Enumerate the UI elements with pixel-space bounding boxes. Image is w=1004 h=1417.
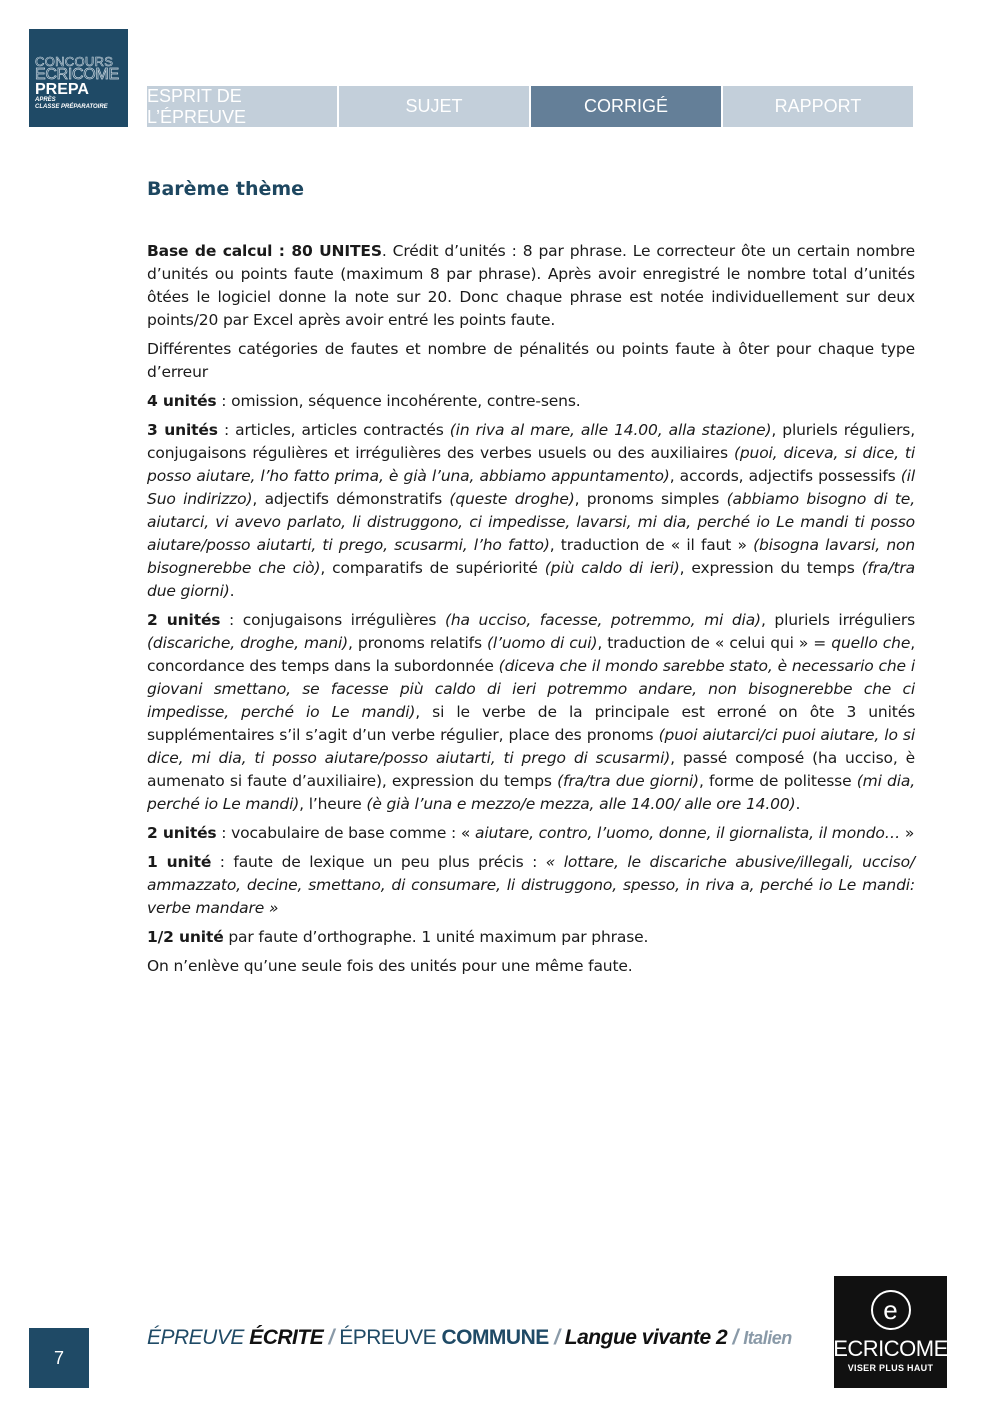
italian-example: (puoi aiutarci/ci puoi aiutare, lo si dice, mi dia, ti posso aiutare/posso aiutarti, ti prego di scusarmi) [147,726,915,767]
footer-ecrite: ÉCRITE [249,1326,324,1349]
italian-example: aiutare, contro, l’uomo, donne, il giornalista, il mondo… [475,824,901,842]
unit-label: 2 unités [147,611,221,629]
italian-example: (in riva al mare, alle 14.00, alla stazione) [449,421,772,439]
paragraph-text: , passé composé (ha ucciso, è aumenato si faute d’auxiliaire), expression du temps [147,749,915,790]
footer-langue: Langue vivante 2 [564,1326,728,1349]
paragraph-text: , pluriels réguliers, conjugaisons régulières et irrégulières des verbes usuels ou des auxiliaires [147,421,916,462]
bareme-paragraph [147,822,915,845]
logo-line-prepa: PREPA [35,81,89,98]
italian-example: (puoi, diceva, si dice, ti posso aiutare, l’ho fatto prima, è già l’una, abbiamo appuntamento) [147,444,916,485]
logo-line-apres: APRÈS [35,97,56,103]
main-content [147,178,915,984]
italian-example: (è già l’una e mezzo/e mezza, alle 14.00/ alle ore 14.00) [366,795,796,813]
footer-italien: Italien [743,1328,792,1348]
paragraph-text: : faute de lexique un peu plus précis : [211,853,546,871]
logo-line-ecricome: ECRICOME [35,66,119,83]
italian-example: (fra/tra due giorni) [557,772,699,790]
ecricome-brand-logo [834,1276,947,1388]
unit-label: 1 unité [147,853,212,871]
unit-label: 4 unités [147,392,217,410]
paragraph-text: Différentes catégories de fautes et nombre de pénalités ou points faute à ôter pour chaque type d’erreur [147,340,915,381]
brand-name: ECRICOME [833,1336,948,1361]
unit-label: 1/2 unité [147,928,224,946]
italian-example: (ha ucciso, facesse, potremmo, mi dia) [444,611,761,629]
ecricome-e-icon: e [871,1290,911,1330]
page-title: Barème thème [147,178,305,200]
bareme-paragraph [147,240,915,332]
italian-example: (abbiamo bisogno di te, aiutarci, vi avevo parlato, li distruggono, ci impedisse, lavarsi, mi dia, perché io Le mandi ti posso aiutare/posso aiutarti, ti prego, scusarmi, l’ho fatto) [147,490,915,554]
italian-example: (diceva che il mondo sarebbe stato, è necessario che i giovani smettano, se facesse più caldo di ieri potremmo andare, non bisognerebbe che ci impedisse, perché io Le mandi) [147,657,915,721]
footer-epreuve-commune [339,1326,549,1349]
paragraph-text: , pronoms relatifs [348,634,488,652]
footer-commune: COMMUNE [441,1326,549,1349]
bareme-paragraph [147,419,915,603]
footer-breadcrumb [147,1326,792,1350]
tab-corrige[interactable]: CORRIGÉ [531,86,721,127]
italian-example: (più caldo di ieri) [544,559,680,577]
bareme-paragraph [147,338,915,384]
paragraph-text: , expression du temps [679,559,862,577]
logo-line-classe: CLASSE PRÉPARATOIRE [35,104,108,110]
logo-line-concours: CONCOURS [35,54,114,69]
bareme-paragraphs [147,240,915,978]
paragraph-text: , pluriels irréguliers [760,611,916,629]
bareme-paragraph [147,851,915,920]
concours-ecricome-prepa-logo [29,29,128,127]
paragraph-text: , comparatifs de supériorité [320,559,545,577]
paragraph-text: : vocabulaire de base comme : « [216,824,475,842]
paragraph-text: : conjugaisons irrégulières [220,611,445,629]
italian-example: « lottare, le discariche abusive/illegali, ucciso/ ammazzato, decine, smettano, di consumare, li distruggono, spesso, in riva a, perché io Le mandi: verbe mandare » [147,853,916,917]
brand-tagline: VISER PLUS HAUT [847,1363,934,1373]
paragraph-text: , traduction de « celui qui » = [597,634,832,652]
paragraph-text: . [229,582,235,600]
unit-label: Base de calcul : 80 UNITES [147,242,382,260]
bareme-paragraph [147,390,915,413]
italian-example: (mi dia, perché io Le mandi) [147,772,916,813]
paragraph-text: » [900,824,915,842]
paragraph-text: par faute d’orthographe. 1 unité maximum par phrase. [223,928,649,946]
tab-sujet[interactable]: SUJET [339,86,529,127]
paragraph-text: , adjectifs démonstratifs [252,490,450,508]
italian-example: (il Suo indirizzo) [147,467,915,508]
paragraph-text: , forme de politesse [698,772,857,790]
italian-example: (l’uomo di cui) [487,634,598,652]
unit-label: 3 unités [147,421,218,439]
paragraph-text: , accords, adjectifs possessifs [669,467,901,485]
footer-epreuve: ÉPREUVE [147,1326,250,1349]
page-number: 7 [29,1328,89,1388]
italian-example: (bisogna lavarsi, non bisognerebbe che ciò) [147,536,915,577]
paragraph-text: , si le verbe de la principale est erroné on ôte 3 unités supplémentaires s’il s’agit d’un verbe régulier, place des pronoms [147,703,915,744]
tab-esprit-epreuve[interactable]: ESPRIT DE L’ÉPREUVE [147,86,337,127]
unit-label: 2 unités [147,824,217,842]
paragraph-text: : articles, articles contractés [217,421,450,439]
paragraph-text: On n’enlève qu’une seule fois des unités pour une même faute. [147,957,633,975]
bareme-paragraph [147,955,915,978]
bareme-paragraph [147,609,915,816]
footer-separator: / [727,1326,744,1349]
paragraph-text: , pronoms simples [574,490,727,508]
footer-separator: / [323,1326,340,1349]
italian-example: (queste droghe) [449,490,575,508]
paragraph-text: , concordance des temps dans la subordonnée [147,634,915,675]
footer-epreuve-2: ÉPREUVE [339,1326,442,1349]
paragraph-text: , traduction de « il faut » [549,536,754,554]
bareme-paragraph [147,926,915,949]
footer-separator: / [548,1326,565,1349]
italian-example: (discariche, droghe, mani) [147,634,349,652]
paragraph-text: . Crédit d’unités : 8 par phrase. Le correcteur ôte un certain nombre d’unités ou points faute (maximum 8 par phrase). Après avoir enregistré le nombre total d’unités ôtées le logiciel donne la note sur 20. Donc chaque phrase est notée individuellement sur deux points/20 par Excel après avoir entré les points faute. [147,242,916,329]
italian-example: quello che [831,634,911,652]
section-tabs [147,86,913,127]
paragraph-text: : omission, séquence incohérente, contre-sens. [216,392,581,410]
italian-example: (fra/tra due giorni) [147,559,915,600]
tab-rapport[interactable]: RAPPORT [723,86,913,127]
paragraph-text: . [795,795,801,813]
paragraph-text: , l’heure [299,795,367,813]
